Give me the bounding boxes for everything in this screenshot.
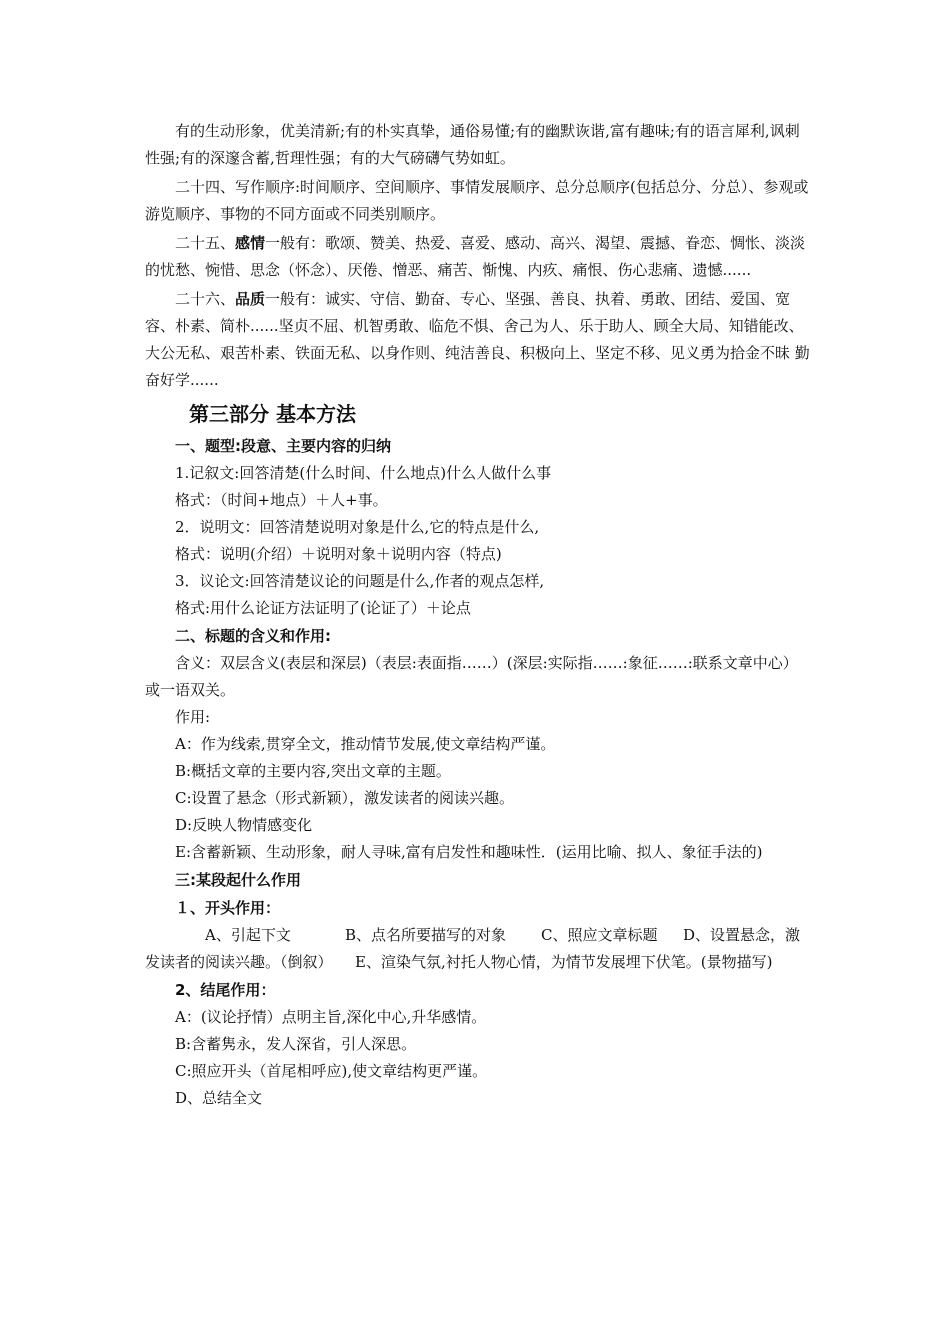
item-25-keyword: 感情 (235, 234, 266, 252)
opening-role-b: B、点名所要描写的对象 (345, 926, 507, 944)
opening-role-c: C、照应文章标题 (541, 926, 658, 944)
section-1-line: 格式:用什么论证方法证明了(论证了）＋论点 (175, 599, 471, 617)
item-24-writing-order: 二十四、写作顺序:时间顺序、空间顺序、事情发展顺序、总分总顺序(包括总分、分总）、参观或游览顺序、事物的不同方面或不同类别顺序。 (145, 178, 809, 223)
item-25-prefix: 二十五、 (175, 234, 236, 252)
title-role-item: C:设置了悬念（形式新颖），激发读者的阅读兴趣。 (175, 789, 515, 807)
item-25-text: 一般有：歌颂、赞美、热爱、喜爱、感动、高兴、渴望、震撼、眷恋、惆怅、淡淡的忧愁、惋惜、思念（怀念）、厌倦、憎恶、痛苦、惭愧、内疚、痛恨、伤心悲痛、遗憾...... (145, 234, 806, 279)
document-page (145, 118, 810, 1112)
ending-role-heading: 2、结尾作用： (175, 981, 276, 999)
title-role-item: A：作为线索,贯穿全文，推动情节发展,使文章结构严谨。 (175, 735, 556, 753)
item-26-qualities (145, 286, 810, 394)
opening-role-d: D、设置悬念，激发读者的阅读兴趣。（倒叙） (145, 926, 801, 971)
intro-paragraph: 有的生动形象，优美清新;有的朴实真挚，通俗易懂;有的幽默诙谐,富有趣味;有的语言犀利,讽刺性强;有的深邃含蓄,哲理性强；有的大气磅礴气势如虹。 (145, 122, 800, 167)
title-role-label: 作用: (175, 708, 211, 726)
opening-roles (145, 922, 810, 976)
item-26-prefix: 二十六、 (175, 290, 236, 308)
ending-role-item: A：(议论抒情）点明主旨,深化中心,升华感情。 (175, 1008, 487, 1026)
section-1-line: 格式：（时间+地点）＋人+事。 (175, 491, 388, 509)
title-role-item: B:概括文章的主要内容,突出文章的主题。 (175, 762, 451, 780)
section-1-line: 格式：说明(介绍）＋说明对象＋说明内容（特点) (175, 545, 502, 563)
section-1-heading: 一、题型:段意、主要内容的归纳 (175, 437, 392, 455)
section-1-line: 1.记叙文:回答清楚(什么时间、什么地点)什么人做什么事 (175, 464, 552, 482)
opening-role-heading: １、开头作用： (175, 899, 281, 917)
title-meaning: 含义：双层含义(表层和深层)（表层:表面指……）(深层:实际指……:象征……:联系文章中心）或一语双关。 (145, 654, 798, 699)
section-3-heading: 三:某段起什么作用 (175, 871, 301, 889)
ending-role-item: C:照应开头（首尾相呼应),使文章结构更严谨。 (175, 1062, 488, 1080)
section-2-heading: 二、标题的含义和作用: (175, 627, 331, 645)
opening-role-e: E、渲染气氛,衬托人物心情，为情节发展埋下伏笔。(景物描写) (355, 953, 773, 971)
item-25-emotions (145, 230, 810, 284)
section-1-line: 3．议论文:回答清楚议论的问题是什么,作者的观点怎样, (175, 572, 545, 590)
opening-role-a: A、引起下文 (205, 926, 291, 944)
ending-role-item: B:含蓄隽永，发人深省，引人深思。 (175, 1035, 417, 1053)
part-three-title: 第三部分 基本方法 (189, 402, 356, 426)
item-26-keyword: 品质 (235, 290, 266, 308)
ending-role-item: D、总结全文 (175, 1089, 263, 1107)
title-role-item: D:反映人物情感变化 (175, 816, 313, 834)
section-1-line: 2．说明文：回答清楚说明对象是什么,它的特点是什么, (175, 518, 540, 536)
item-26-text: 一般有：诚实、守信、勤奋、专心、坚强、善良、执着、勇敢、团结、爱国、宽容、朴素、简朴......坚贞不屈、机智勇敢、临危不惧、舍己为人、乐于助人、顾全大局、知错能改、大公无私、艰苦朴素、铁面无私、以身作则、纯洁善良、积极向上、坚定不移、见义勇为拾金不昧 勤奋好学...... (145, 290, 810, 389)
title-role-item: E:含蓄新颖、生动形象，耐人寻味,富有启发性和趣味性．(运用比喻、拟人、象征手法的) (175, 843, 763, 861)
